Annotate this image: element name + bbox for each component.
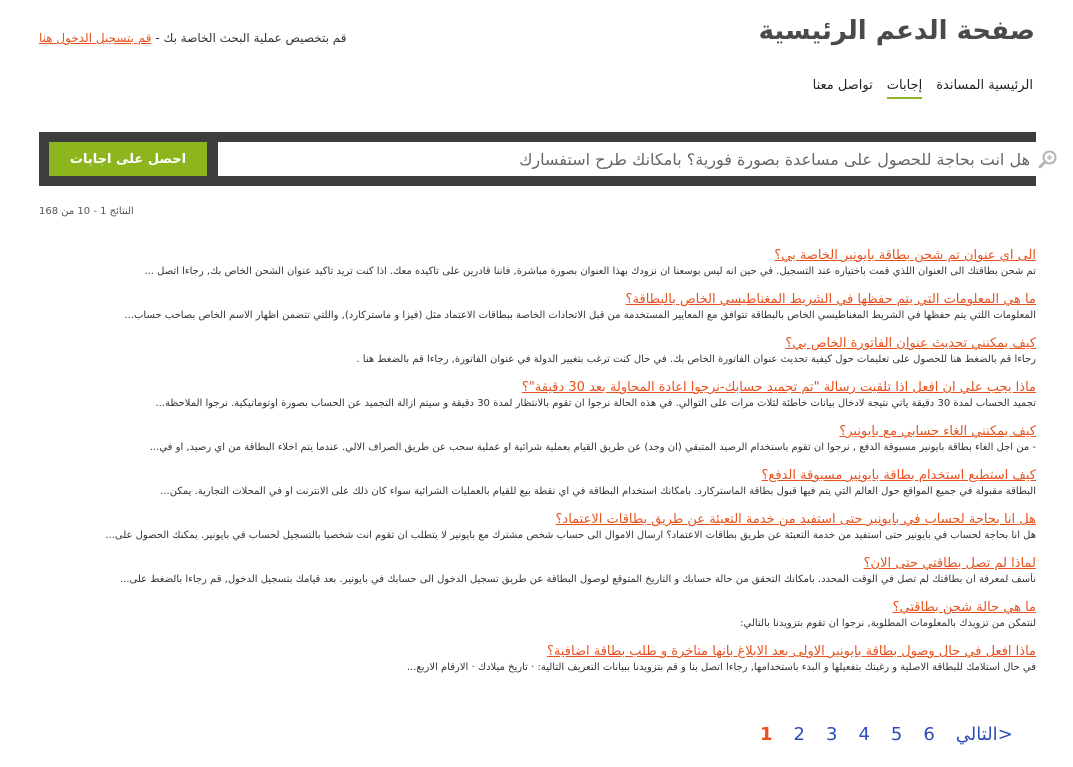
page-link-3[interactable]: 3: [825, 724, 838, 745]
result-title-link[interactable]: لماذا لم تصل بطاقتي حتى الان؟: [863, 556, 1036, 571]
result-title-link[interactable]: كيف يمكنني الغاء حسابي مع بايونير؟: [839, 424, 1036, 439]
nav-item-contact[interactable]: تواصل معنا: [812, 78, 873, 93]
result-snippet: نأسف لمعرفة ان بطاقتك لم تصل في الوقت المحدد. بامكانك التحقق من حالة حسابك و التاريخ المتوقع لوصول البطاقة عن طريق تسجيل الدخول الى حسابك في بايونير. بعد قيامك بتسجيل الدخول, قم رجاءا بالضغط على...: [119, 574, 1036, 585]
main-nav: [813, 78, 1033, 99]
nav-item-support-home[interactable]: الرئيسية المساندة: [936, 78, 1033, 93]
result-snippet: - من اجل الغاء بطاقة بايونير مسبوقة الدفع , نرجوا ان تقوم باستخدام الرصيد المتبقي (ان وجد) عن طريق القيام بعملية شرائية او عملية سحب عن طريق الصراف الالي. عندما يتم اخلاء البطاقة من اي رصيد, او في...: [149, 442, 1036, 453]
result-title-link[interactable]: كيف استطيع استخدام بطاقة بايونير مسبوقة الدفع؟: [761, 468, 1036, 483]
result-snippet: رجاءا قم بالضغط هنا للحصول على تعليمات حول كيفية تحديث عنوان الفاتورة الخاص بك. في حال كنت ترغب بتغيير الدولة في عنوان الفاتورة, رجاءا قم بالضغط هنا .: [356, 354, 1036, 365]
nav-item-answers[interactable]: إجابات: [887, 78, 922, 99]
search-input[interactable]: [230, 142, 1030, 176]
result-snippet: المعلومات اللتي يتم حفظها في الشريط المغناطيسي الخاص بالبطاقة تتوافق مع المعايير المستخدمة من قبل الاتحادات الخاصة ببطاقات الاعتماد مثل (فيزا و ماستركارد), واللتي تتضمن اظهار الاسم الخاص بصاحب حساب...: [124, 310, 1036, 321]
list-item: [39, 467, 1036, 499]
login-note: [39, 31, 346, 45]
result-title-link[interactable]: ما هي المعلومات التي يتم حفظها في الشريط المغناطيسي الخاص بالبطاقة؟: [625, 292, 1036, 307]
list-item: [39, 423, 1036, 455]
list-item: [39, 291, 1036, 323]
list-item: [39, 599, 1036, 631]
list-item: [39, 379, 1036, 411]
result-title-link[interactable]: الى اي عنوان تم شحن بطاقة بايونير الخاصة بي؟: [774, 248, 1036, 263]
result-snippet: تم شحن بطاقتك الى العنوان اللذي قمت باختياره عند التسجيل. في حين انه ليس بوسعنا ان نزودك بهذا العنوان بصورة مباشرة, فاننا قادرين على تاكيده معك. اذا كنت تريد تاكيد عنوان الشحن الخاص بك, رجاءا اتصل ...: [144, 266, 1036, 277]
result-title-link[interactable]: كيف يمكنني تحديث عنوان الفاتورة الخاص بي؟: [785, 336, 1036, 351]
result-title-link[interactable]: ماذا يجب علي ان افعل اذا تلقيت رسالة "تم تجميد حسابك-نرجوا اعادة المحاولة بعد 30 دقيقة"؟: [521, 380, 1036, 395]
search-icon: [1038, 149, 1058, 169]
results-list: [39, 247, 1036, 687]
login-link[interactable]: قم بتسجيل الدخول هنا: [39, 31, 152, 45]
result-title-link[interactable]: هل انا بحاجة لحساب في بايونير حتى استفيد من خدمة التعبئة عن طريق بطاقات الاعتماد؟: [555, 512, 1036, 527]
page-title: صفحة الدعم الرئيسية: [758, 16, 1035, 46]
result-snippet: هل انا بحاجة لحساب في بايونير حتى استفيد من خدمة التعبئة عن طريق بطاقات الاعتماد؟ ارسال الاموال الى حساب شخص مشترك مع بايونير لا يتطلب ان تقوم انت شخصيا بالتسجيل لحساب في بايونير. يمكنك الحصول على...: [105, 530, 1036, 541]
result-snippet: البطاقة مقبولة في جميع المواقع حول العالم التي يتم فيها قبول بطاقة الماستركارد. بامكانك استخدام البطاقة في اي نقطة بيع للقيام بالعمليات الشرائية سواء كان ذلك على الانترنت او في المحلات التجارية. يمكن...: [160, 486, 1036, 497]
list-item: [39, 643, 1036, 675]
list-item: [39, 335, 1036, 367]
next-page-link[interactable]: التالي>: [955, 724, 1013, 745]
results-count: النتائج 1 - 10 من 168: [39, 206, 134, 217]
page-link-5[interactable]: 5: [890, 724, 903, 745]
result-snippet: تجميد الحساب لمدة 30 دقيقة ياتي نتيجة لادخال بيانات خاطئة لثلاث مرات على التوالي. في هذه الحالة نرجوا ان تقوم بالانتظار لمدة 30 دقيقة و سيتم ازالة التجميد عن الحساب بصورة اوتوماتيكية. نرجوا الملاحظة...: [155, 398, 1036, 409]
page-link-2[interactable]: 2: [793, 724, 805, 745]
get-answers-button[interactable]: احصل على اجابات: [49, 142, 207, 176]
result-snippet: في حال استلامك للبطاقة الاصلية و رغبتك بتفعيلها و البدء باستخدامها, رجاءا اتصل بنا و قم بتزويدنا ببيانات التعريف التالية: · تاريخ ميلادك · الارقام الاربع...: [406, 662, 1036, 673]
result-title-link[interactable]: ماذا افعل في حال وصول بطاقة بايونير الاولى بعد الابلاغ بانها متاخرة و طلب بطاقة اضافية؟: [546, 644, 1036, 659]
list-item: [39, 555, 1036, 587]
search-field: [218, 142, 1066, 176]
pagination: [760, 724, 1013, 745]
page-link-4[interactable]: 4: [858, 724, 870, 745]
list-item: [39, 247, 1036, 279]
list-item: [39, 511, 1036, 543]
result-title-link[interactable]: ما هي حالة شحن بطاقتي؟: [892, 600, 1036, 615]
page-link-6[interactable]: 6: [923, 724, 935, 745]
page-link-1[interactable]: 1: [760, 724, 773, 745]
login-note-text: قم بتخصيص عملية البحث الخاصة بك -: [155, 31, 347, 45]
result-snippet: لنتمكن من تزويدك بالمعلومات المطلوبة, نرجوا ان تقوم بتزويدنا بالتالي:: [740, 618, 1036, 629]
search-bar: [39, 132, 1036, 186]
